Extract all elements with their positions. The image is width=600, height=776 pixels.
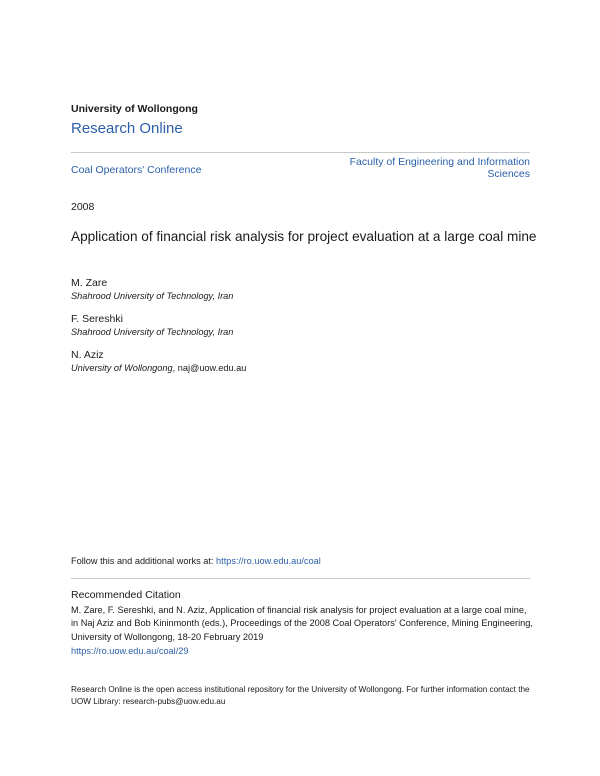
author-affiliation: [71, 327, 233, 337]
citation-link[interactable]: https://ro.uow.edu.au/coal/29: [71, 646, 189, 656]
affiliation-text: Shahrood University of Technology, Iran: [71, 291, 234, 301]
author-affiliation: [71, 291, 233, 301]
author-name: M. Zare: [71, 277, 108, 289]
follow-line: [71, 556, 321, 566]
publication-year: 2008: [71, 201, 95, 213]
citation-text: M. Zare, F. Sereshki, and N. Aziz, Application of financial risk analysis for project evaluation at a large coal mine, in Naj Aziz and Bob Kininmonth (eds.), Proceedings of the 2008 Coal Operators' Conference, Mining Engineering, University of Wollongong, 18-20 February 2019: [71, 605, 533, 642]
follow-text: Follow this and additional works at:: [71, 556, 217, 566]
recommended-citation-heading: Recommended Citation: [71, 589, 181, 601]
affiliation-text: Shahrood University of Technology, Iran: [71, 327, 234, 337]
author-affiliation: [71, 363, 246, 373]
author-email: , naj@uow.edu.au: [172, 363, 247, 373]
divider-middle: [71, 578, 530, 579]
series-link[interactable]: Coal Operators' Conference: [71, 164, 202, 176]
author-name: F. Sereshki: [71, 313, 123, 325]
repository-link[interactable]: Research Online: [71, 120, 183, 137]
author-name: N. Aziz: [71, 349, 104, 361]
divider-top: [71, 152, 530, 153]
institution-name: University of Wollongong: [71, 103, 198, 115]
follow-link[interactable]: https://ro.uow.edu.au/coal: [216, 556, 321, 566]
faculty-link[interactable]: Faculty of Engineering and Information Sciences: [349, 156, 530, 180]
paper-title: Application of financial risk analysis for project evaluation at a large coal mine: [71, 229, 537, 244]
affiliation-text: University of Wollongong: [71, 363, 173, 373]
footer-note: Research Online is the open access institutional repository for the University of Wollongong. For further information contact the UOW Library: research-pubs@uow.edu.au: [71, 685, 530, 706]
